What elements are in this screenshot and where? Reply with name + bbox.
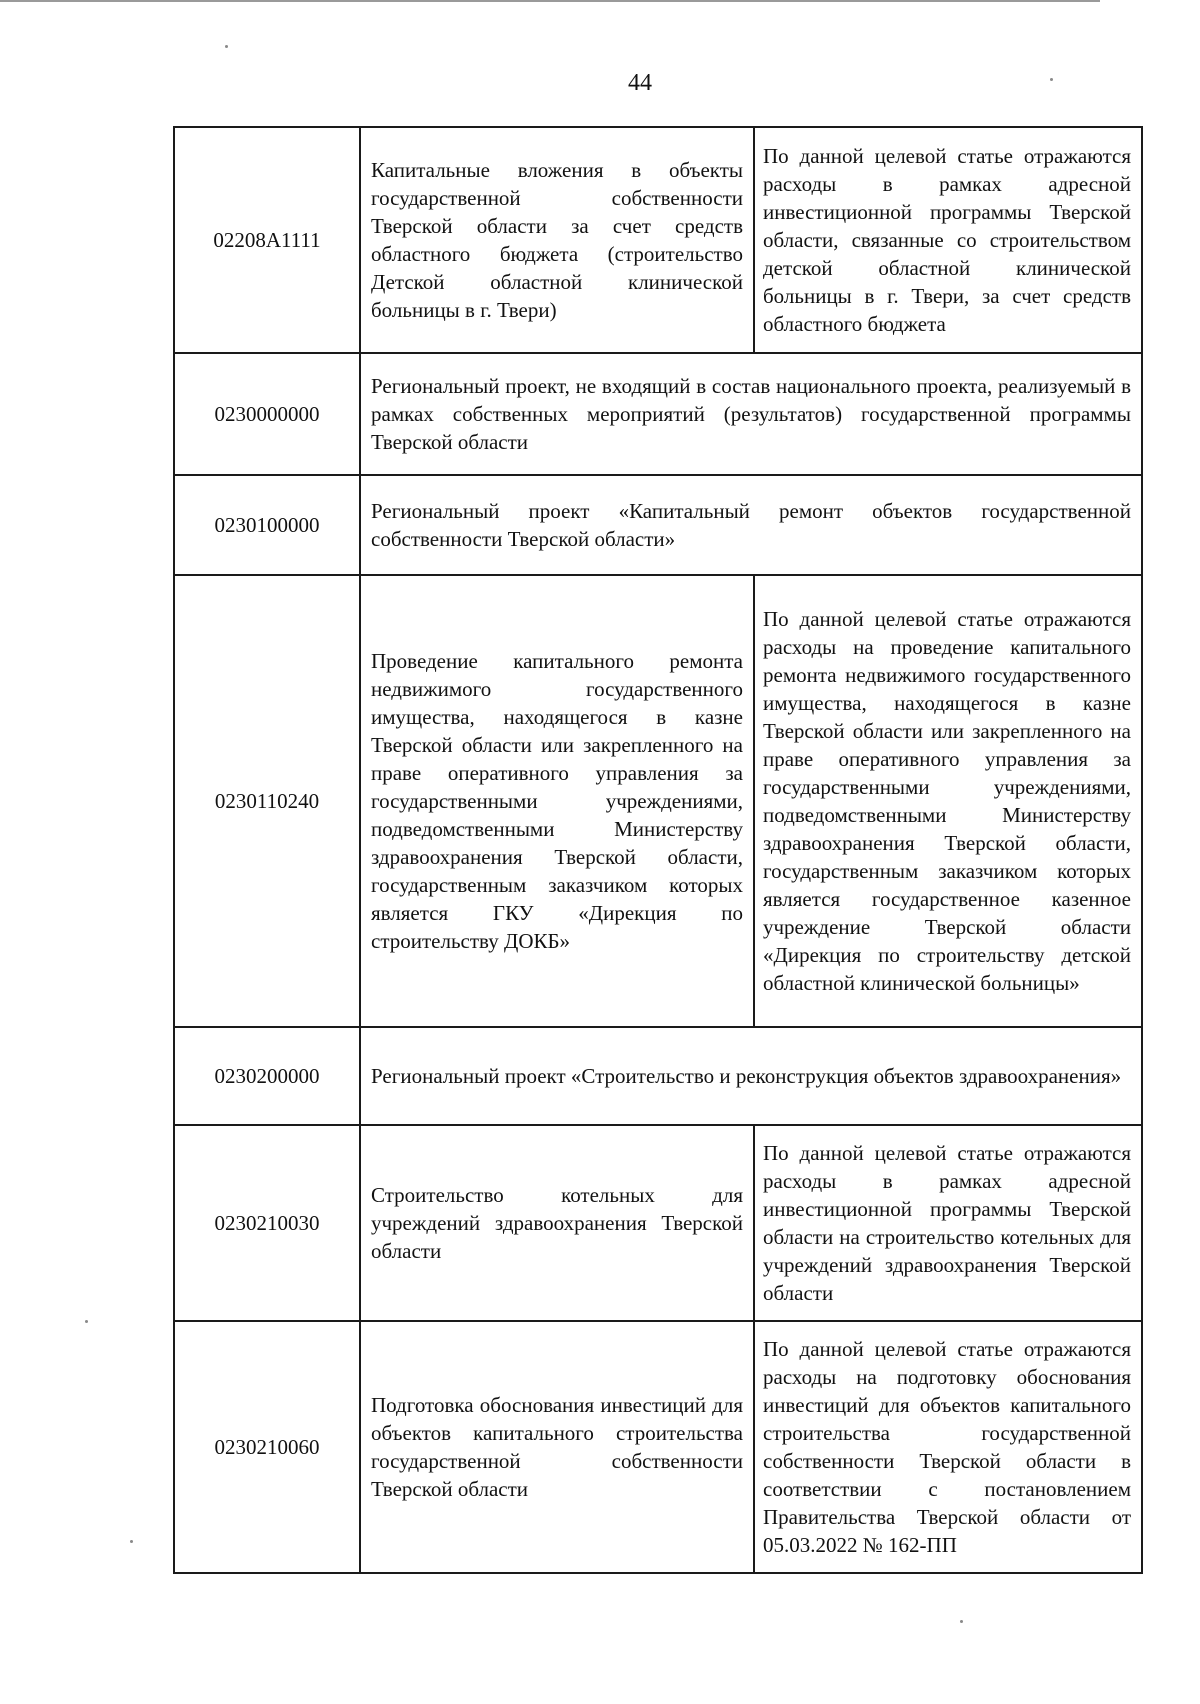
row-description: По данной целевой статье отражаются расходы в рамках адресной инвестиционной программы Тверской области на строительство котельных для учреждений здравоохранения Тверской области <box>754 1125 1142 1321</box>
table-row <box>174 1321 1142 1573</box>
row-description: По данной целевой статье отражаются расходы на подготовку обоснования инвестиций для объектов капитального строительства государственной собственности Тверской области в соответствии с постановлением Правительства Тверской области от 05.03.2022 № 162-ПП <box>754 1321 1142 1573</box>
row-code: 02208А1111 <box>174 127 360 353</box>
scan-speck <box>225 45 228 48</box>
row-name: Региональный проект, не входящий в состав национального проекта, реализуемый в рамках собственных мероприятий (результатов) государственной программы Тверской области <box>360 353 1142 475</box>
table-row <box>174 575 1142 1027</box>
row-name: Проведение капитального ремонта недвижимого государственного имущества, находящегося в казне Тверской области или закрепленного на праве оперативного управления за государственными учреждениями, подведомственными Министерству здравоохранения Тверской области, государственным заказчиком которых является ГКУ «Дирекция по строительству ДОКБ» <box>360 575 754 1027</box>
table-row <box>174 353 1142 475</box>
page-number: 44 <box>628 70 652 96</box>
row-name: Строительство котельных для учреждений здравоохранения Тверской области <box>360 1125 754 1321</box>
table-row <box>174 1125 1142 1321</box>
row-code: 0230100000 <box>174 475 360 575</box>
scan-speck <box>85 1320 88 1323</box>
row-code: 0230210030 <box>174 1125 360 1321</box>
row-code: 0230110240 <box>174 575 360 1027</box>
row-name: Региональный проект «Строительство и реконструкция объектов здравоохранения» <box>360 1027 1142 1125</box>
row-description: По данной целевой статье отражаются расходы в рамках адресной инвестиционной программы Тверской области, связанные со строительством детской областной клинической больницы в г. Твери, за счет средств областного бюджета <box>754 127 1142 353</box>
row-code: 0230210060 <box>174 1321 360 1573</box>
row-name: Капитальные вложения в объекты государственной собственности Тверской области за счет средств областного бюджета (строительство Детской областной клинической больницы в г. Твери) <box>360 127 754 353</box>
scan-speck <box>960 1620 963 1623</box>
scan-top-rule <box>0 0 1100 2</box>
classification-table <box>173 126 1143 1574</box>
table-row <box>174 475 1142 575</box>
table-row <box>174 1027 1142 1125</box>
row-name: Региональный проект «Капитальный ремонт объектов государственной собственности Тверской области» <box>360 475 1142 575</box>
row-description: По данной целевой статье отражаются расходы на проведение капитального ремонта недвижимого государственного имущества, находящегося в казне Тверской области или закрепленного на праве оперативного управления за государственными учреждениями, подведомственными Министерству здравоохранения Тверской области, государственным заказчиком которых является государственное казенное учреждение Тверской области «Дирекция по строительству детской областной клинической больницы» <box>754 575 1142 1027</box>
scan-speck <box>130 1540 133 1543</box>
scan-speck <box>1050 78 1053 81</box>
table-row <box>174 127 1142 353</box>
row-code: 0230000000 <box>174 353 360 475</box>
row-code: 0230200000 <box>174 1027 360 1125</box>
row-name: Подготовка обоснования инвестиций для объектов капитального строительства государственной собственности Тверской области <box>360 1321 754 1573</box>
